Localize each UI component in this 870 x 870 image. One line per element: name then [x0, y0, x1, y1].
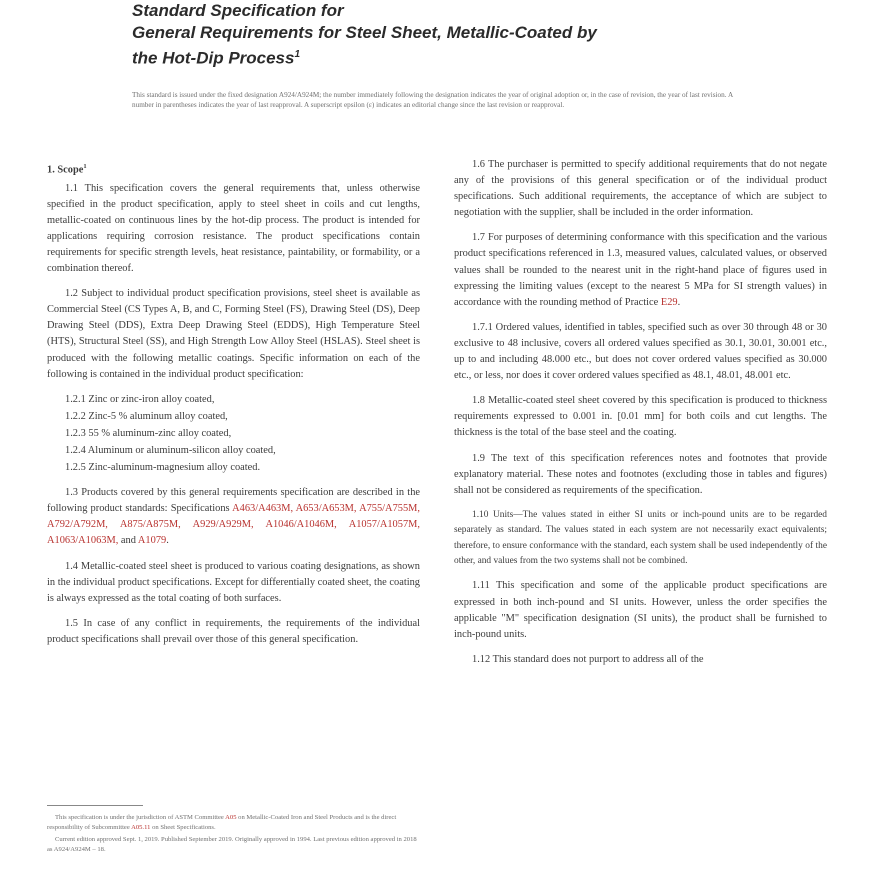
paragraph-1-12: 1.12 This standard does not purport to address all of the	[472, 653, 704, 665]
paragraph-1-3-intro: 1.3 Products covered by this general requirements specification are described in the following product standards: Specifications	[47, 487, 420, 515]
paragraph-1-6: 1.6 The purchaser is permitted to specify additional requirements that do not negate any of the provisions of this general specification or of the individual product specifications. Such additional requirements, the acceptance of which are subject to negotiation with the supplier, shall be included in the order information.	[454, 159, 827, 219]
list-item-1-2-3: 1.2.3 55 % aluminum-zinc alloy coated,	[65, 427, 232, 439]
list-item-1-2-2: 1.2.2 Zinc-5 % aluminum alloy coated,	[65, 410, 228, 422]
section-heading-scope	[47, 159, 420, 179]
document-title	[132, 0, 772, 70]
product-spec-links[interactable]: A463/A463M, A653/A653M, A755/A755M, A792/A792M, A875/A875M, A929/A929M, A1046/A1046M, A1057/A1057M, A1063/A1063M,	[47, 503, 420, 547]
footnote-1-b: on Metallic-Coated Iron and Steel Products and is the direct responsibility of Subcommittee	[47, 814, 397, 831]
paragraph-1-7-1: 1.7.1 Ordered values, identified in tables, specified such as over 30 through 48 or 30 exclusive to 48 inclusive, covers all ordered values specified as 30.1, 30.01, 30.001 etc., up to and including 48.000 etc., but does not cover ordered values specified as 30.000 etc., or less, nor does it cover ordered values specified as 48.1, 48.01, 48.001 etc.	[454, 321, 827, 382]
footnote-2: Current edition approved Sept. 1, 2019. Published September 2019. Originally approved in 1994. Last previous edition approved in 2018 as A924/A924M – 18.	[47, 836, 417, 853]
paragraph-1-11: 1.11 This specification and some of the applicable product specifications are expressed in both inch-pound and SI units. However, unless the order specifies the applicable "M" specification designation (SI units), the product shall be furnished to inch-pound units.	[454, 580, 827, 640]
title-line-3-text: the Hot-Dip Process	[132, 48, 295, 68]
subcommittee-link[interactable]: A05.11	[131, 823, 151, 831]
paragraph-1-8: 1.8 Metallic-coated steel sheet covered by this specification is produced to thickness requirements expressed to 0.001 in. [0.01 mm] for both coils and cut lengths. The thickness is the total of the base steel and the coating.	[454, 395, 827, 439]
paragraph-1-2: 1.2 Subject to individual product specification provisions, steel sheet is available as Commercial Steel (CS Types A, B, and C, Forming Steel (FS), Drawing Steel (DS), Deep Drawing Steel (DDS), Extra Deep Drawing Steel (EDDS), High Temperature Steel (HTS), Structural Steel (SS), and High Strength Low Alloy Steel (HSLAS). Steel sheet is produced with the following metallic coatings. Specific information on each of the following is contained in the individual product specification:	[47, 288, 420, 380]
paragraph-1-10-units: 1.10 Units—The values stated in either SI units or inch-pound units are to be regarded separately as standard. The values stated in each system are not necessarily exact equivalents; therefore, to ensure conformance with the standard, each system shall be used independently of the other, and values from the two systems shall not be combined.	[454, 509, 827, 566]
paragraph-1-7	[454, 230, 827, 310]
paragraph-1-3-and: and	[118, 535, 138, 547]
scope-footnote-mark[interactable]: 1	[83, 163, 87, 170]
footnote-divider	[47, 805, 143, 806]
title-line-2: General Requirements for Steel Sheet, Metallic-Coated by	[132, 23, 597, 42]
footnotes	[47, 813, 417, 857]
title-line-3	[132, 44, 772, 70]
status-note-text: This standard is issued under the fixed designation A924/A924M; the number immediately following the designation indicates the year of original adoption or, in the case of revision, the year of last revision. A number in parentheses indicates the year of last reapproval. A superscript epsilon (ε) indicates an editorial change since the last revision or reapproval.	[132, 91, 733, 109]
paragraph-1-7-end: .	[677, 296, 681, 308]
title-footnote-mark[interactable]: 1	[294, 49, 301, 60]
section-heading-text: 1. Scope	[47, 164, 84, 176]
right-column	[454, 157, 827, 870]
paragraph-1-5: 1.5 In case of any conflict in requirements, the requirements of the individual product specifications shall prevail over those of this general specification.	[47, 617, 420, 645]
standard-status-note	[132, 90, 737, 110]
list-item-1-2-1: 1.2.1 Zinc or zinc-iron alloy coated,	[65, 393, 215, 405]
paragraph-1-3-end: .	[166, 535, 169, 547]
footnote-1-a: This specification is under the jurisdiction of ASTM Committee	[55, 814, 226, 821]
paragraph-1-3	[47, 485, 420, 549]
practice-e29-link[interactable]: E29	[660, 296, 678, 308]
list-item-1-2-5: 1.2.5 Zinc-aluminum-magnesium alloy coated.	[65, 462, 261, 474]
paragraph-1-4: 1.4 Metallic-coated steel sheet is produced to various coating designations, as shown in the individual product specifications. Except for differentially coated sheet, the coating is always expressed as the total coating of both surfaces.	[47, 560, 420, 604]
left-column	[47, 157, 420, 792]
list-item-1-2-4: 1.2.4 Aluminum or aluminum-silicon alloy coated,	[65, 444, 276, 456]
paragraph-1-9: 1.9 The text of this specification references notes and footnotes that provide explanatory material. These notes and footnotes (excluding those in tables and figures) shall not be considered as requirements of the specification.	[454, 452, 827, 496]
footnote-1	[47, 813, 417, 832]
footnote-1-c: on Sheet Specifications.	[150, 823, 216, 831]
product-spec-link-a1079[interactable]: A1079	[137, 535, 167, 547]
title-line-1: Standard Specification for	[132, 1, 344, 20]
paragraph-1-1: 1.1 This specification covers the general requirements that, unless otherwise specified in the product specification, apply to steel sheet in coils and cut lengths, metallic-coated on continuous lines by the hot-dip process. The product is intended for applications requiring corrosion resistance. The product specifications contain requirements for specific strength levels, heat resistance, paintability, or formability, or a combination thereof.	[47, 182, 420, 275]
committee-a05-link[interactable]: A05	[225, 814, 237, 821]
paragraph-1-7-text: 1.7 For purposes of determining conformance with this specification and the various product specifications referenced in 1.3, measured values, calculated values, or observed values shall be rounded to the nearest unit in the right-hand place of figures used in expressing the limiting values (except to the nearest 5 MPa for SI strength values) in accordance with the rounding method of Practice	[454, 232, 827, 308]
